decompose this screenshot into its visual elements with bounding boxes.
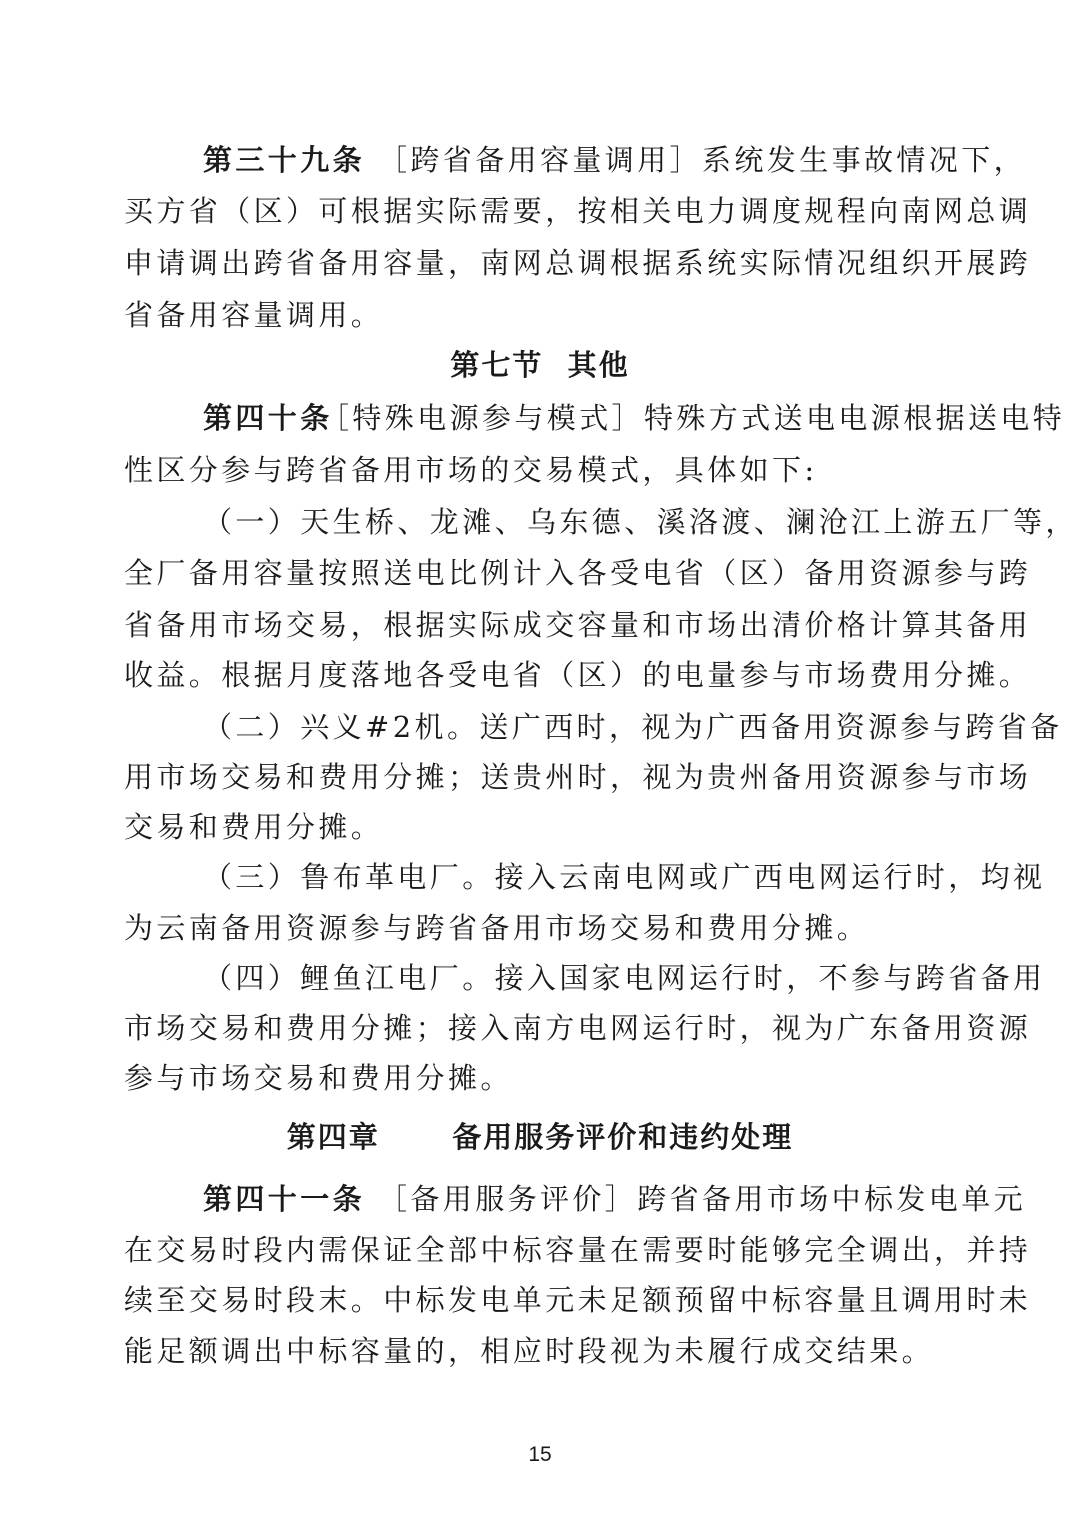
section-heading: 第七节 其他 [450, 348, 630, 382]
body-text: （三）鲁布革电厂。接入云南电网或广西电网运行时，均视 [203, 860, 1046, 894]
article-39-title: 第三十九条 [203, 143, 366, 177]
body-text: 性区分参与跨省备用市场的交易模式，具体如下: [124, 453, 818, 487]
page-number: 15 [528, 1443, 552, 1466]
body-text: （二）兴义#2机。送广西时，视为广西备用资源参与跨省备 [203, 710, 1063, 744]
body-text: 全厂备用容量按照送电比例计入各受电省（区）备用资源参与跨 [124, 556, 1032, 590]
body-text: 省备用容量调用。 [124, 298, 384, 332]
body-text: 买方省（区）可根据实际需要，按相关电力调度规程向南网总调 [124, 194, 1032, 228]
body-text: 省备用市场交易，根据实际成交容量和市场出清价格计算其备用 [124, 608, 1032, 642]
body-text: 在交易时段内需保证全部中标容量在需要时能够完全调出，并持 [124, 1233, 1032, 1267]
body-text: （一）天生桥、龙滩、乌东德、溪洛渡、澜沧江上游五厂等， [203, 505, 1078, 539]
body-text: 收益。根据月度落地各受电省（区）的电量参与市场费用分摊。 [124, 658, 1032, 692]
body-text: 申请调出跨省备用容量，南网总调根据系统实际情况组织开展跨 [124, 246, 1032, 280]
article-41-text: ［备用服务评价］跨省备用市场中标发电单元 [378, 1182, 1027, 1216]
article-40-text: ［特殊电源参与模式］特殊方式送电电源根据送电特 [320, 401, 1066, 435]
body-text: 市场交易和费用分摊；接入南方电网运行时，视为广东备用资源 [124, 1011, 1032, 1045]
body-text: 参与市场交易和费用分摊。 [124, 1061, 513, 1095]
body-text: （四）鲤鱼江电厂。接入国家电网运行时，不参与跨省备用 [203, 961, 1046, 995]
body-text: 用市场交易和费用分摊；送贵州时，视为贵州备用资源参与市场 [124, 760, 1032, 794]
article-39-text: ［跨省备用容量调用］系统发生事故情况下， [378, 143, 1027, 177]
chapter-heading: 第四章 备用服务评价和违约处理 [286, 1120, 794, 1154]
article-40-title: 第四十条 [203, 401, 333, 435]
body-text: 续至交易时段末。中标发电单元未足额预留中标容量且调用时未 [124, 1283, 1032, 1317]
body-text: 能足额调出中标容量的，相应时段视为未履行成交结果。 [124, 1334, 935, 1368]
body-text: 交易和费用分摊。 [124, 810, 384, 844]
body-text: 为云南备用资源参与跨省备用市场交易和费用分摊。 [124, 911, 870, 945]
article-41-title: 第四十一条 [203, 1182, 366, 1216]
